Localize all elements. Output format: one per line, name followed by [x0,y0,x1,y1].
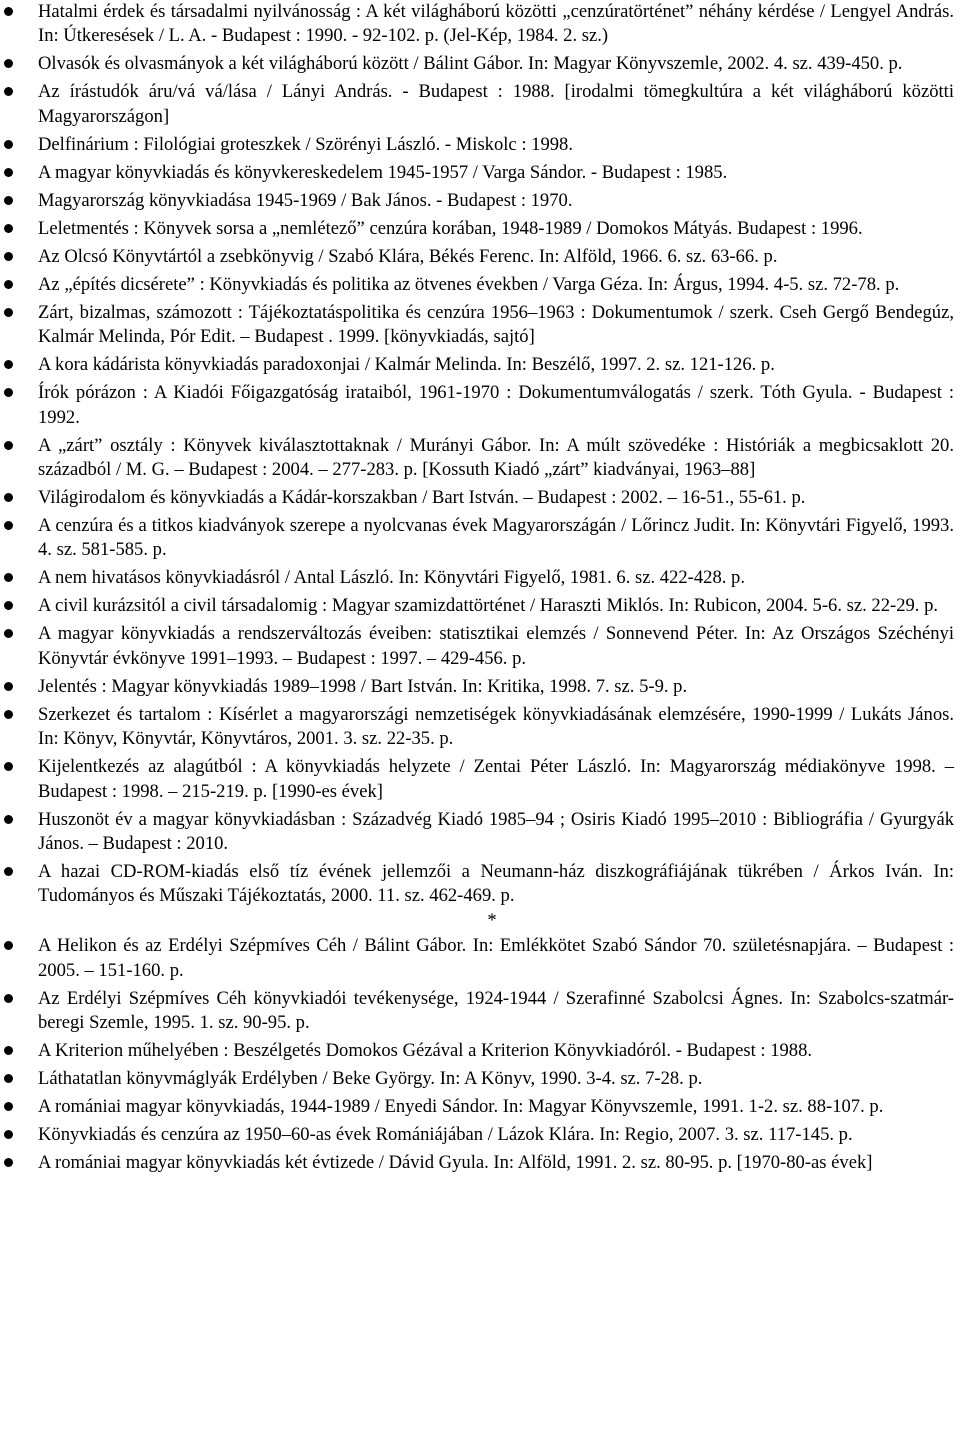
entry-text: A hazai CD-ROM-kiadás első tíz évének jellemzői a Neumann-ház diszkográfiájának tükrében / Árkos Iván. In: Tudományos és Műszaki Tájékoztatás, 2000. 11. sz. 462-469. p. [38,861,954,907]
bullet-icon [4,867,13,876]
list-item [0,1095,960,1119]
bullet-icon [4,224,13,233]
list-item [0,594,960,618]
entry-text: Írók pórázon : A Kiadói Főigazgatóság irataiból, 1961-1970 : Dokumentumválogatás / szerk. Tóth Gyula. - Budapest : 1992. [38,382,954,428]
entry-text: A romániai magyar könyvkiadás két évtizede / Dávid Gyula. In: Alföld, 1991. 2. sz. 80-95. p. [1970-80-as évek] [38,1152,873,1174]
bullet-icon [4,815,13,824]
bullet-icon [4,252,13,261]
bullet-icon [4,493,13,502]
bullet-icon [4,1102,13,1111]
list-item [0,273,960,297]
list-item [0,133,960,157]
list-item [0,80,960,129]
list-item [0,486,960,510]
bullet-icon [4,308,13,317]
bullet-icon [4,168,13,177]
list-item [0,353,960,377]
list-item [0,1039,960,1063]
list-item [0,189,960,213]
list-item [0,52,960,76]
list-item [0,514,960,563]
entry-text: Könyvkiadás és cenzúra az 1950–60-as évek Romániájában / Lázok Klára. In: Regio, 2007. 3. sz. 117-145. p. [38,1124,853,1146]
entry-text: A romániai magyar könyvkiadás, 1944-1989 / Enyedi Sándor. In: Magyar Könyvszemle, 1991. 1-2. sz. 88-107. p. [38,1096,884,1118]
list-item [0,301,960,350]
bullet-icon [4,629,13,638]
list-item [0,1067,960,1091]
entry-text: A Kriterion műhelyében : Beszélgetés Domokos Gézával a Kriterion Könyvkiadóról. - Budapest : 1988. [38,1040,813,1062]
entry-text: Delfinárium : Filológiai groteszkek / Szörényi László. - Miskolc : 1998. [38,133,573,155]
entry-text: A nem hivatásos könyvkiadásról / Antal László. In: Könyvtári Figyelő, 1981. 6. sz. 422-428. p. [38,567,745,589]
list-item [0,860,960,909]
list-item [0,217,960,241]
list-item [0,1151,960,1175]
bullet-icon [4,710,13,719]
bullet-icon [4,280,13,289]
entry-text: A kora kádárista könyvkiadás paradoxonjai / Kalmár Melinda. In: Beszélő, 1997. 2. sz. 121-126. p. [38,354,775,376]
entry-text: A magyar könyvkiadás és könyvkereskedelem 1945-1957 / Varga Sándor. - Budapest : 1985. [38,161,728,183]
section-separator: * [487,910,497,932]
list-item [0,1123,960,1147]
list-item [0,566,960,590]
list-item [0,703,960,752]
bullet-icon [4,196,13,205]
bullet-icon [4,441,13,450]
entry-text: A „zárt” osztály : Könyvek kiválasztottaknak / Murányi Gábor. In: A múlt szövedéke : Históriák a megbicsaklott 20. századból / M. G. – Budapest : 2004. – 277-283. p. [Kossuth Kiadó „zárt” kiadványai, 1963–88] [38,434,954,481]
bullet-icon [4,1158,13,1167]
entry-text: Az írástudók áru/vá vá/lása / Lányi András. - Budapest : 1988. [irodalmi tömegkultúra a két világháború közötti Magyarországon] [38,81,954,127]
list-item [0,161,960,185]
entry-text: Jelentés : Magyar könyvkiadás 1989–1998 / Bart István. In: Kritika, 1998. 7. sz. 5-9. p. [38,675,688,697]
entry-text: Láthatatlan könyvmáglyák Erdélyben / Beke György. In: A Könyv, 1990. 3-4. sz. 7-28. p. [38,1068,703,1090]
bullet-icon [4,521,13,530]
entry-text: Hatalmi érdek és társadalmi nyilvánosság : A két világháború közötti „cenzúratörténet” néhány kérdése / Lengyel András. In: Útkeresések / L. A. - Budapest : 1990. - 92-102. p. (Jel-Kép, 1984. 2. sz.) [38,1,954,47]
bullet-icon [4,762,13,771]
entry-text: Huszonöt év a magyar könyvkiadásban : Századvég Kiadó 1985–94 ; Osiris Kiadó 1995–2010 : Bibliográfia / Gyurgyák János. – Budapest : 2010. [38,808,954,855]
list-item [0,987,960,1036]
list-item [0,434,960,483]
bullet-icon [4,682,13,691]
entry-text: Leletmentés : Könyvek sorsa a „nemlétező” cenzúra korában, 1948-1989 / Domokos Mátyás. Budapest : 1996. [38,217,863,239]
list-item [0,755,960,804]
bullet-icon [4,140,13,149]
list-item [0,0,960,49]
bullet-icon [4,388,13,397]
entry-text: A cenzúra és a titkos kiadványok szerepe a nyolcvanas évek Magyarországán / Lőrincz Judit. In: Könyvtári Figyelő, 1993. 4. sz. 581-585. p. [38,515,954,561]
list-item [0,675,960,699]
entry-text: Magyarország könyvkiadása 1945-1969 / Bak János. - Budapest : 1970. [38,189,573,211]
entry-text: Az Erdélyi Szépmíves Céh könyvkiadói tevékenysége, 1924-1944 / Szerafinné Szabolcsi Ágnes. In: Szabolcs-szatmár-beregi Szemle, 1995. 1. sz. 90-95. p. [38,987,954,1034]
bullet-icon [4,1046,13,1055]
entry-text: Szerkezet és tartalom : Kísérlet a magyarországi nemzetiségek könyvkiadásának elemzésére, 1990-1999 / Lukáts János. In: Könyv, Könyvtár, Könyvtáros, 2001. 3. sz. 22-35. p. [38,703,954,750]
list-item [0,808,960,857]
entry-text: A magyar könyvkiadás a rendszerváltozás éveiben: statisztikai elemzés / Sonnevend Péter. In: Az Országos Széchényi Könyvtár évkönyve 1991–1993. – Budapest : 1997. – 429-456. p. [38,623,954,669]
list-item [0,622,960,671]
bullet-icon [4,1074,13,1083]
bullet-icon [4,941,13,950]
bullet-icon [4,87,13,96]
entry-text: A Helikon és az Erdélyi Szépmíves Céh / Bálint Gábor. In: Emlékkötet Szabó Sándor 70. születésnapjára. – Budapest : 2005. – 151-160. p. [38,935,954,981]
entry-text: Olvasók és olvasmányok a két világháború között / Bálint Gábor. In: Magyar Könyvszemle, 2002. 4. sz. 439-450. p. [38,53,903,75]
list-item [0,381,960,430]
bullet-icon [4,994,13,1003]
entry-text: Világirodalom és könyvkiadás a Kádár-korszakban / Bart István. – Budapest : 2002. – 16-51., 55-61. p. [38,487,806,509]
list-item [0,245,960,269]
bullet-icon [4,7,13,16]
bullet-icon [4,360,13,369]
list-item [0,934,960,983]
entry-text: Az „építés dicsérete” : Könyvkiadás és politika az ötvenes években / Varga Géza. In: Árgus, 1994. 4-5. sz. 72-78. p. [38,273,900,295]
bullet-icon [4,1130,13,1139]
bullet-icon [4,601,13,610]
entry-text: Az Olcsó Könyvtártól a zsebkönyvig / Szabó Klára, Békés Ferenc. In: Alföld, 1966. 6. sz. 63-66. p. [38,245,778,267]
bullet-icon [4,573,13,582]
bullet-icon [4,59,13,68]
entry-text: Zárt, bizalmas, számozott : Tájékoztatáspolitika és cenzúra 1956–1963 : Dokumentumok / szerk. Cseh Gergő Bendegúz, Kalmár Melinda, Pór Edit. – Budapest . 1999. [könyvkiadás, sajtó] [38,301,954,348]
entry-text: A civil kurázsitól a civil társadalomig : Magyar szamizdattörténet / Haraszti Miklós. In: Rubicon, 2004. 5-6. sz. 22-29. p. [38,595,939,617]
entry-text: Kijelentkezés az alagútból : A könyvkiadás helyzete / Zentai Péter László. In: Magyarország médiakönyve 1998. – Budapest : 1998. – 215-219. p. [1990-es évek] [38,756,954,802]
